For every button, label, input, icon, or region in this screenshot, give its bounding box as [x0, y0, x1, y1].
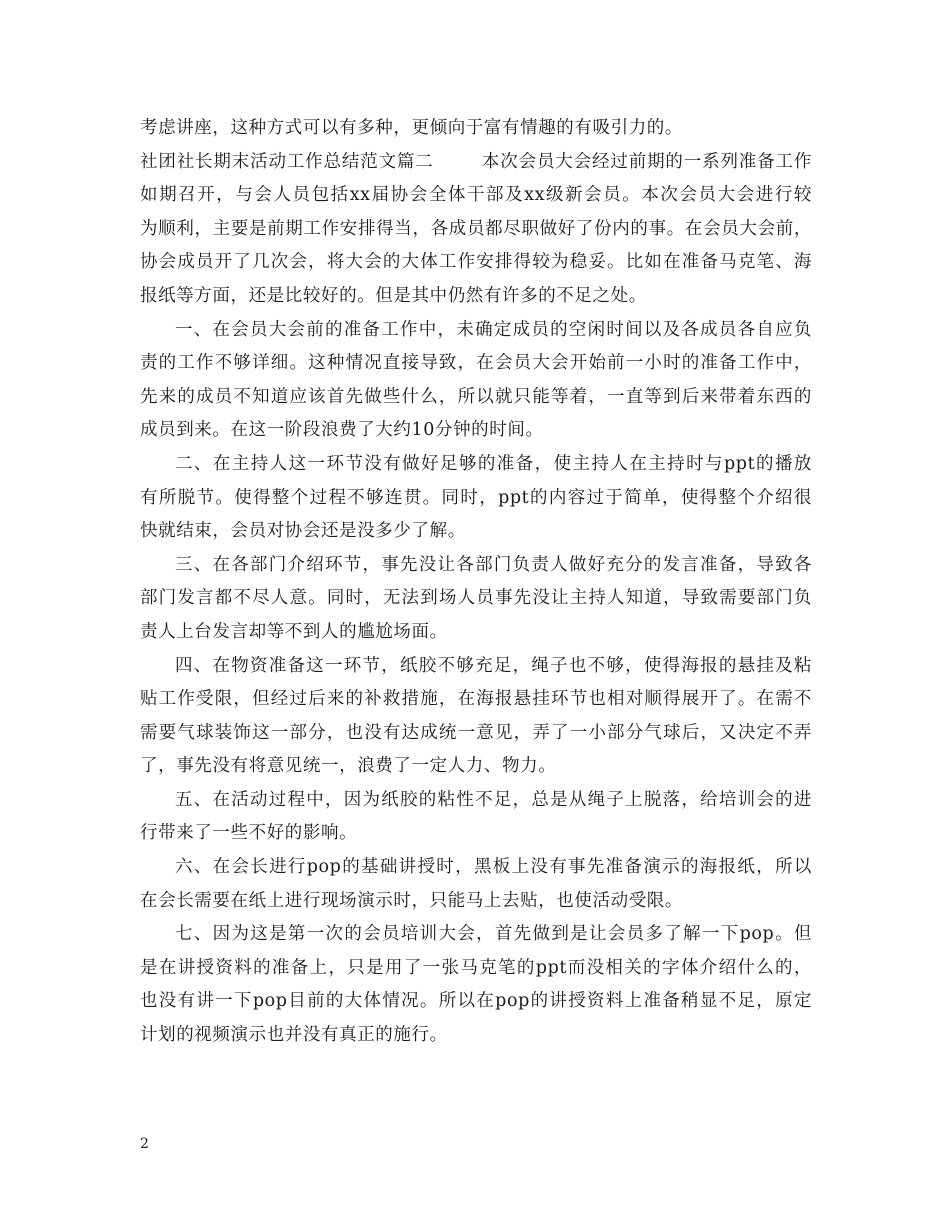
page-number: 2 [140, 1136, 149, 1152]
text-line: 了，事先没有将意见统一，浪费了一定人力、物力。 [140, 756, 557, 777]
text-line: 成员到来。在这一阶段浪费了大约10分钟的时间。 [140, 420, 544, 441]
paragraph-start-line: 七、因为这是第一次的会员培训大会，首先做到是让会员多了解一下pop。但 [175, 924, 812, 945]
text-line: 需要气球装饰这一部分，也没有达成统一意见，弄了一小部分气球后，又决定不弄 [140, 722, 812, 743]
text-line: 如期召开，与会人员包括xx届协会全体干部及xx级新会员。本次会员大会进行较 [140, 185, 812, 206]
text-line: 责的工作不够详细。这种情况直接导致，在会员大会开始前一小时的准备工作中， [140, 353, 812, 374]
text-line: 计划的视频演示也并没有真正的施行。 [140, 1025, 448, 1046]
paragraph-start-line: 三、在各部门介绍环节，事先没让各部门负责人做好充分的发言准备，导致各 [175, 554, 812, 575]
text-line: 也没有讲一下pop目前的大体情况。所以在pop的讲授资料上准备稍显不足，原定 [140, 991, 812, 1012]
paragraph-start-line: 四、在物资准备这一环节，纸胶不够充足，绳子也不够，使得海报的悬挂及粘 [175, 655, 812, 676]
paragraph-start-line: 五、在活动过程中，因为纸胶的粘性不足，总是从绳子上脱落，给培训会的进 [175, 789, 812, 810]
text-line: 是在讲授资料的准备上，只是用了一张马克笔的ppt而没相关的字体介绍什么的， [140, 957, 812, 978]
text-line: 行带来了一些不好的影响。 [140, 823, 358, 844]
text-line: 快就结束，会员对协会还是没多少了解。 [140, 521, 466, 542]
text-line: 报纸等方面，还是比较好的。但是其中仍然有许多的不足之处。 [140, 285, 647, 306]
section-heading-line [140, 146, 812, 180]
text-line: 为顺利，主要是前期工作安排得当，各成员都尽职做好了份内的事。在会员大会前， [140, 218, 812, 239]
text-line: 在会长需要在纸上进行现场演示时，只能马上去贴，也使活动受限。 [140, 890, 683, 911]
text-line: 责人上台发言却等不到人的尴尬场面。 [140, 621, 448, 642]
paragraph-start-line: 二、在主持人这一环节没有做好足够的准备，使主持人在主持时与ppt的播放 [175, 453, 812, 474]
section-heading: 社团社长期末活动工作总结范文篇二 [140, 151, 434, 172]
text-line: 贴工作受限，但经过后来的补救措施，在海报悬挂环节也相对顺得展开了。在需不 [140, 689, 812, 710]
text-line: 有所脱节。使得整个过程不够连贯。同时，ppt的内容过于简单，使得整个介绍很 [140, 487, 812, 508]
text-line: 先来的成员不知道应该首先做些什么，所以就只能等着，一直等到后来带着东西的 [140, 386, 812, 407]
text-line: 协会成员开了几次会，将大会的大体工作安排得较为稳妥。比如在准备马克笔、海 [140, 252, 812, 273]
document-body [140, 112, 812, 1053]
paragraph-start-line: 六、在会长进行pop的基础讲授时，黑板上没有事先准备演示的海报纸，所以 [175, 857, 812, 878]
text-line: 本次会员大会经过前期的一系列准备工作 [481, 151, 812, 172]
text-line: 部门发言都不尽人意。同时，无法到场人员事先没让主持人知道，导致需要部门负 [140, 588, 812, 609]
paragraph-start-line: 一、在会员大会前的准备工作中，未确定成员的空闲时间以及各成员各自应负 [175, 319, 812, 340]
text-line: 考虑讲座，这种方式可以有多种，更倾向于富有情趣的有吸引力的。 [140, 118, 683, 138]
